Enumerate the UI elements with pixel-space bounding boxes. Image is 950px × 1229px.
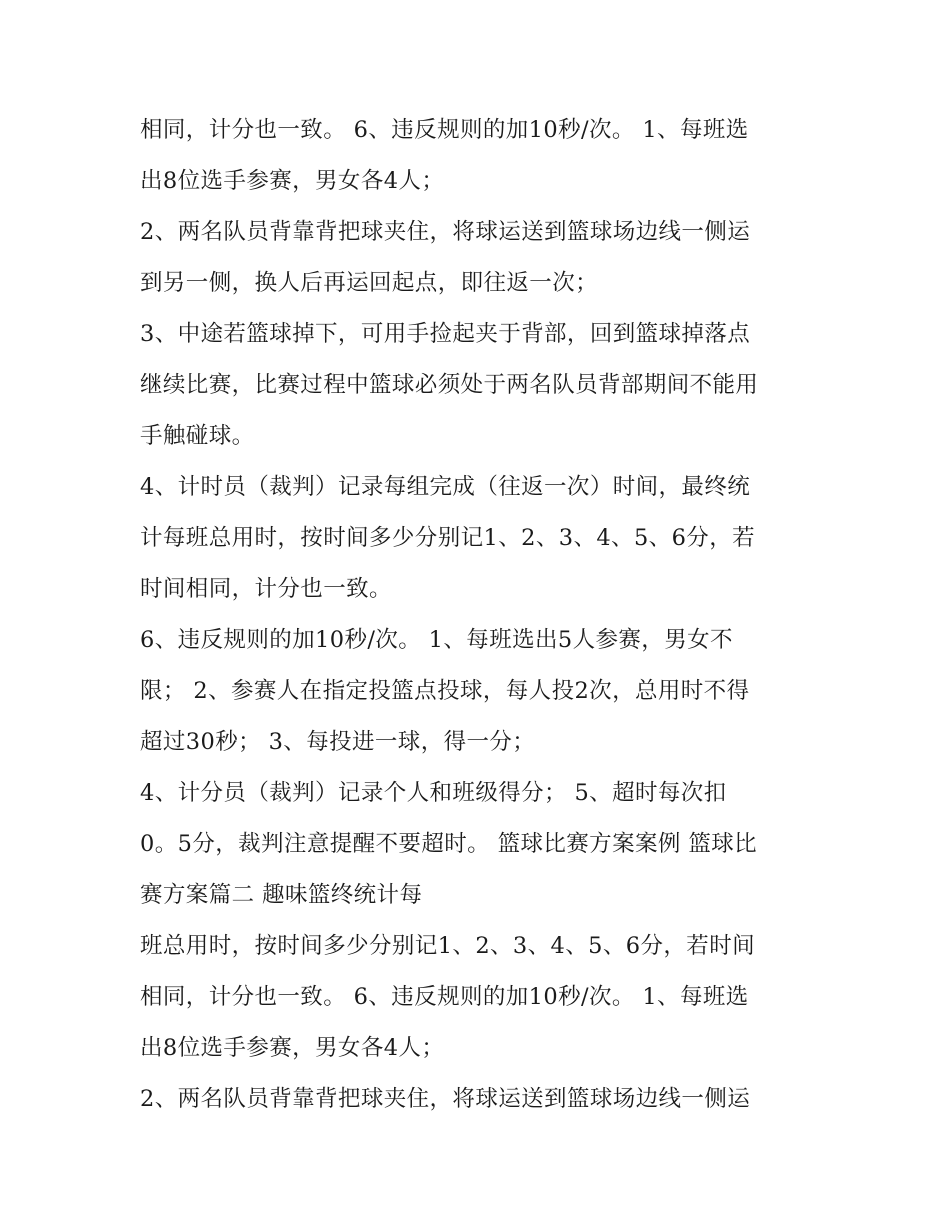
text-line: 相同，计分也一致。 6、违反规则的加10秒/次。 1、每班选 <box>140 117 749 143</box>
text-line: 出8位选手参赛，男女各4人； <box>140 1035 445 1061</box>
text-line: 出8位选手参赛，男女各4人； <box>140 168 445 194</box>
text-line: 时间相同，计分也一致。 <box>140 576 392 602</box>
text-line: 班总用时，按时间多少分别记1、2、3、4、5、6分，若时间 <box>140 933 755 959</box>
text-line: 限； 2、参赛人在指定投篮点投球，每人投2次，总用时不得 <box>140 678 750 704</box>
text-line: 2、两名队员背靠背把球夹住，将球运送到篮球场边线一侧运 <box>140 219 751 245</box>
text-line: 6、违反规则的加10秒/次。 1、每班选出5人参赛，男女不 <box>140 627 733 653</box>
text-line: 超过30秒； 3、每投进一球，得一分； <box>140 729 536 755</box>
text-line: 4、计分员（裁判）记录个人和班级得分； 5、超时每次扣 <box>140 780 727 806</box>
text-line: 手触碰球。 <box>140 423 255 449</box>
text-line: 到另一侧，换人后再运回起点，即往返一次； <box>140 270 599 296</box>
text-line: 3、中途若篮球掉下，可用手捡起夹于背部，回到篮球掉落点 <box>140 321 751 347</box>
text-line: 0。5分，裁判注意提醒不要超时。 篮球比赛方案案例 篮球比 <box>140 831 758 857</box>
text-line: 相同，计分也一致。 6、违反规则的加10秒/次。 1、每班选 <box>140 984 749 1010</box>
text-line: 赛方案篇二 趣味篮终统计每 <box>140 882 423 908</box>
document-body <box>140 105 840 1125</box>
text-line: 计每班总用时，按时间多少分别记1、2、3、4、5、6分，若 <box>140 525 755 551</box>
text-line: 2、两名队员背靠背把球夹住，将球运送到篮球场边线一侧运 <box>140 1086 751 1112</box>
text-line: 4、计时员（裁判）记录每组完成（往返一次）时间，最终统 <box>140 474 751 500</box>
text-line: 继续比赛，比赛过程中篮球必须处于两名队员背部期间不能用 <box>140 372 759 398</box>
